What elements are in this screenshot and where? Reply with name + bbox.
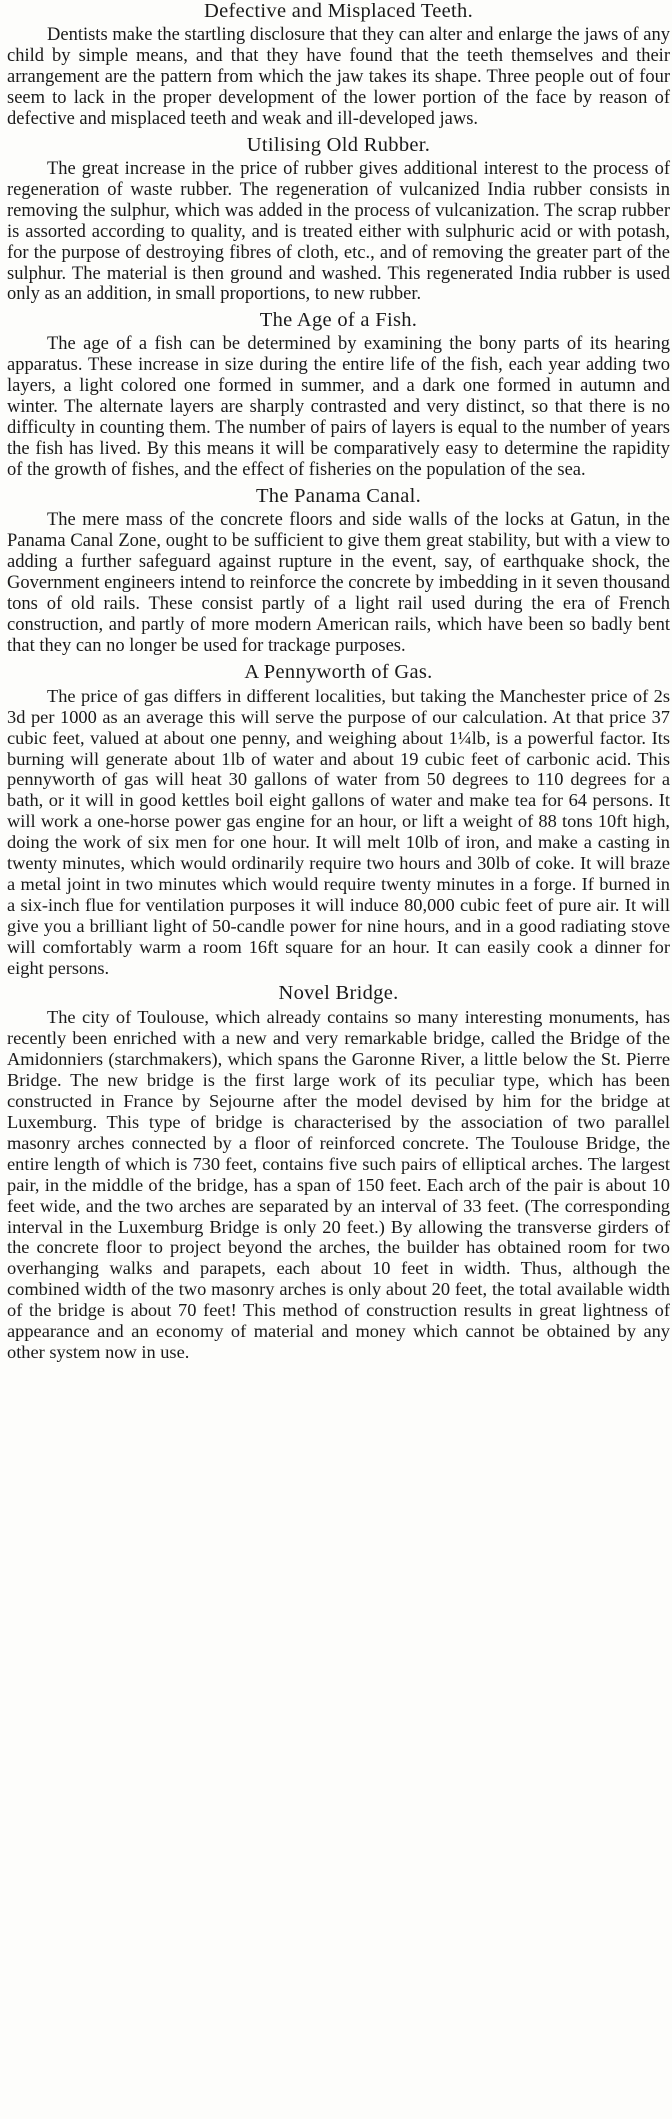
- article-body: The city of Toulouse, which already contains so many interesting monuments, has recently been enriched with a new and very remarkable bridge, called the Bridge of the Amidonniers (starchmakers), which spans the Garonne River, a little below the St. Pierre Bridge. The new bridge is the first large work of its peculiar type, which has been constructed in France by Sejourne after the model devised by him for the bridge at Luxemburg. This type of bridge is characterised by the association of two parallel masonry arches connected by a floor of reinforced concrete. The Toulouse Bridge, the entire length of which is 730 feet, contains five such pairs of elliptical arches. The largest pair, in the middle of the bridge, has a span of 150 feet. Each arch of the pair is about 10 feet wide, and the two arches are separated by an interval of 33 feet. (The corresponding interval in the Luxemburg Bridge is only 20 feet.) By allowing the transverse girders of the concrete floor to project beyond the arches, the builder has obtained room for two overhanging walks and parapets, each about 10 feet in width. Thus, although the combined width of the two masonry arches is only about 20 feet, the total available width of the bridge is about 70 feet! This method of construction results in great lightness of appearance and an economy of material and money which cannot be obtained by any other system now in use.: [7, 1007, 670, 1362]
- article-novel-bridge: [7, 982, 670, 1362]
- article-heading: Utilising Old Rubber.: [246, 133, 431, 156]
- article-pennyworth-gas: [7, 661, 670, 979]
- article-body: The mere mass of the concrete floors and side walls of the locks at Gatun, in the Panama Canal Zone, ought to be sufficient to give them great stability, but with a view to adding a further safeguard against rupture in the event, say, of earthquake shock, the Government engineers intend to reinforce the concrete by imbedding in it seven thousand tons of old rails. These consist partly of a light rail used during the era of French construction, and partly of more modern American rails, which have been so badly bent that they can no longer be used for trackage purposes.: [7, 510, 670, 656]
- article-heading: Defective and Misplaced Teeth.: [203, 0, 474, 22]
- article-heading: The Age of a Fish.: [259, 309, 418, 332]
- article-defective-teeth: [7, 0, 670, 130]
- article-old-rubber: [7, 134, 670, 306]
- article-heading: The Panama Canal.: [255, 485, 422, 508]
- article-body: Dentists make the startling disclosure that they can alter and enlarge the jaws of any child by simple means, and that they have found that the teeth themselves and their arrangement are the pattern from which the jaw takes its shape. Three people out of four seem to lack in the proper development of the lower portion of the face by reason of defective and misplaced teeth and weak and ill-developed jaws.: [7, 25, 670, 129]
- article-heading: Novel Bridge.: [278, 982, 399, 1005]
- article-body: The age of a fish can be determined by examining the bony parts of its hearing apparatus. These increase in size during the entire life of the fish, each year adding two layers, a light colored one formed in summer, and a dark one formed in autumn and winter. The alternate layers are sharply contrasted and very distinct, so that there is no difficulty in counting them. The number of pairs of layers is equal to the number of years the fish has lived. By this means it will be comparatively easy to determine the rapidity of the growth of fishes, and the effect of fisheries on the population of the sea.: [7, 334, 670, 481]
- article-body: The price of gas differs in different localities, but taking the Manchester price of 2s 3d per 1000 as an average this will serve the purpose of our calculation. At that price 37 cubic feet, valued at about one penny, and weighing about 1¼lb, is a powerful factor. Its burning will generate about 1lb of water and about 19 cubic feet of carbonic acid. This pennyworth of gas will heat 30 gallons of water from 50 degrees to 110 degrees for a bath, or it will in good kettles boil eight gallons of water and make tea for 64 persons. It will work a one-horse power gas engine for an hour, or lift a weight of 88 tons 10ft high, doing the work of six men for one hour. It will melt 10lb of iron, and make a casting in twenty minutes, which would ordinarily require two hours and 30lb of coke. It will braze a metal joint in two minutes which would require twenty minutes in a forge. If burned in a six-inch flue for ventilation purposes it will induce 80,000 cubic feet of pure air. It will give you a brilliant light of 50-candle power for nine hours, and in a good radiating stove will comfortably warm a room 16ft square for an hour. It can easily cook a dinner for eight persons.: [7, 685, 670, 978]
- article-age-of-fish: [7, 309, 670, 481]
- article-heading: A Pennyworth of Gas.: [244, 660, 433, 683]
- article-panama-canal: [7, 485, 670, 657]
- article-body: The great increase in the price of rubber gives additional interest to the process of regeneration of waste rubber. The regeneration of vulcanized India rubber consists in removing the sulphur, which was added in the process of vulcanization. The scrap rubber is assorted according to quality, and is treated either with sulphuric acid or with potash, for the purpose of destroying fibres of cloth, etc., and of removing the greater part of the sulphur. The material is then ground and washed. This regenerated India rubber is used only as an addition, in small proportions, to new rubber.: [7, 158, 670, 305]
